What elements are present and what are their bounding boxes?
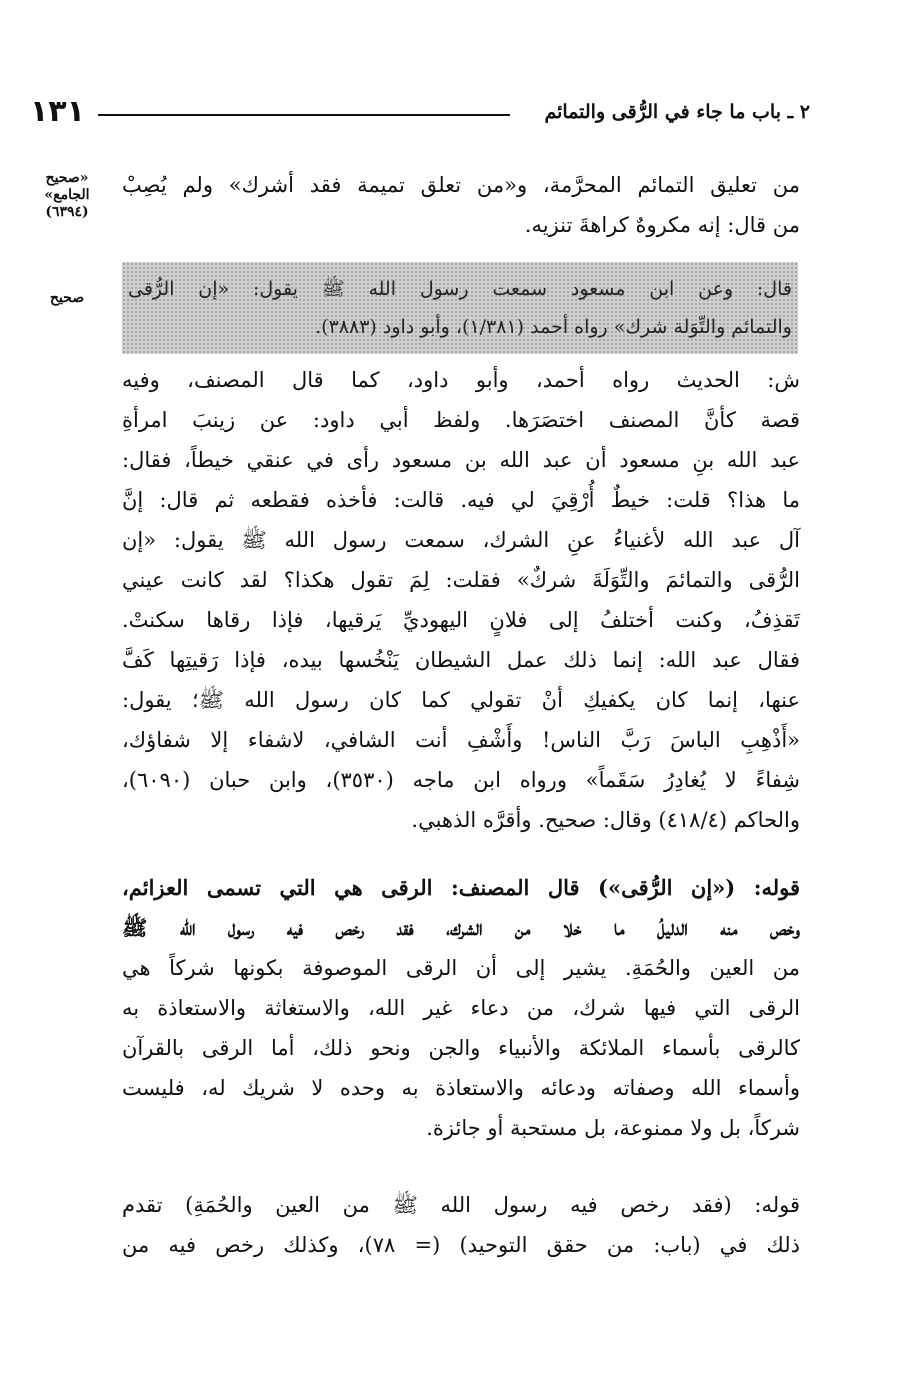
text-line: فقال عبد الله: إنما ذلك عمل الشيطان يَنْخُسها بيده، فإذا رَقيتِها كَفَّ xyxy=(122,648,800,672)
text-line: من العين والحُمَةِ. يشير إلى أن الرقى الموصوفة بكونها شركاً هي xyxy=(122,956,800,980)
page-number: ١٣١ xyxy=(30,94,85,129)
text-line: «أَذْهِبِ الباسَ رَبَّ الناس! وأَشْفِ أنت الشافي، لاشفاء إلا شفاؤك، xyxy=(122,728,800,752)
margin-note-sahih-jami xyxy=(22,170,112,221)
margin-note-line: «صحيح xyxy=(45,170,89,186)
text-line: ش: الحديث رواه أحمد، وأبو داود، كما قال المصنف، وفيه xyxy=(122,368,800,392)
margin-note-line: الجامع» xyxy=(44,187,90,203)
page-header xyxy=(30,92,810,132)
text-line: عبد الله بنِ مسعود أن عبد الله بن مسعود رأى في عنقي خيطاً، فقال: xyxy=(122,448,800,472)
text-line: ذلك في (باب: من حقق التوحيد) (= ٧٨)، وكذلك رخص فيه من xyxy=(122,1233,800,1257)
text-line: من تعليق التمائم المحرَّمة، و«من تعلق تميمة فقد أشرك» ولم يُصِبْ xyxy=(122,173,800,197)
text-line: ما هذا؟ قلت: خيطٌ أُرْقِيَ لي فيه. قالت: فأخذه فقطعه ثم قال: إنَّ xyxy=(122,488,800,512)
text-line: من قال: إنه مكروهٌ كراهةَ تنزيه. xyxy=(524,213,800,237)
text-line: الرُّقى والتمائمَ والتِّوَلَةَ شركٌ» فقلت: لِمَ تقول هكذا؟ لقد كانت عيني xyxy=(122,568,800,592)
text-line: قوله: (فقد رخص فيه رسول الله ﷺ من العين والحُمَةِ) تقدم xyxy=(122,1193,800,1217)
hadith-line: والتمائم والتِّوَلة شرك» رواه أحمد (١/٣٨١)، وأبو داود (٣٨٨٣). xyxy=(315,316,792,338)
hadith-quote xyxy=(122,262,798,354)
text-line: وأسماء الله وصفاته ودعائه والاستعاذة به وحده لا شريك له، فليست xyxy=(122,1076,800,1100)
margin-note-sahih: صحيح xyxy=(49,290,85,306)
text-line: آل عبد الله لأغنياءُ عنِ الشرك، سمعت رسول الله ﷺ يقول: «إن xyxy=(122,528,800,552)
text-line: الرقى التي فيها شرك، من دعاء غير الله، والاستغاثة والاستعاذة به xyxy=(122,996,800,1020)
section-raqa-paragraph xyxy=(122,868,800,1148)
text-line: شِفاءً لا يُغادِرُ سَقَماً» ورواه ابن ماجه (٣٥٣٠)، وابن حبان (٦٠٩٠)، xyxy=(122,768,800,792)
chapter-title: ٢ ـ باب ما جاء في الرُّقى والتمائم xyxy=(544,101,810,123)
text-line: كالرقى بأسماء الملائكة والأنبياء والجن ونحو ذلك، أما الرقى بالقرآن xyxy=(122,1036,800,1060)
intro-paragraph xyxy=(122,165,800,245)
text-line: عنها، إنما كان يكفيكِ أنْ تقولي كما كان رسول الله ﷺ؛ يقول: xyxy=(122,688,800,712)
hadith-line: قال: وعن ابن مسعود سمعت رسول الله ﷺ يقول: «إن الرُّقى xyxy=(128,278,792,300)
text-line: قصة كأنَّ المصنف اختصَرَها. ولفظ أبي داود: عن زينبَ امرأةِ xyxy=(122,408,800,432)
text-line: تَقذِفُ، وكنت أختلفُ إلى فلانٍ اليهوديِّ يَرقيها، فإذا رقاها سكنتْ. xyxy=(122,608,800,632)
text-line: والحاكم (٤١٨/٤) وقال: صحيح. وأقرَّه الذهبي. xyxy=(411,808,800,832)
text-line: شركاً، بل ولا ممنوعة، بل مستحبة أو جائزة. xyxy=(426,1116,800,1140)
text-line: وخص منه الدليلُ ما خلا من الشرك، فقد رخص فيه رسول الله ﷺ xyxy=(122,915,800,940)
text-line: قوله: («إن الرُّقى») قال المصنف: الرقى هي التي تسمى العزائم، xyxy=(122,875,800,900)
margin-note-line: (٦٣٩٤) xyxy=(45,204,89,220)
section-rukhsa-paragraph xyxy=(122,1185,800,1265)
commentary-paragraph xyxy=(122,360,800,840)
header-rule xyxy=(98,114,510,116)
